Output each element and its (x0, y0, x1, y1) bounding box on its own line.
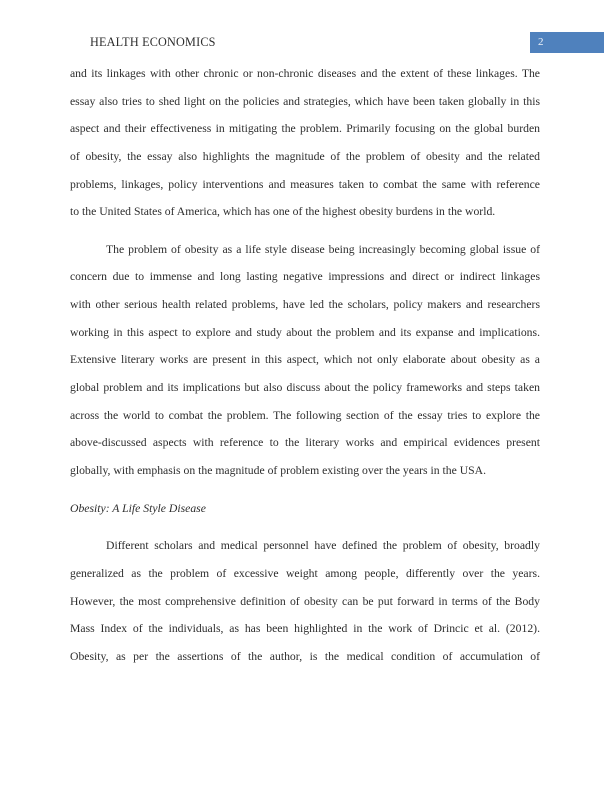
text-line: essay also tries to shed light on the policies and strategies, which have been taken globally in this (70, 94, 540, 108)
text-line: across the world to combat the problem. The following section of the essay tries to explore the (70, 408, 540, 422)
section-heading-obesity-lifestyle-disease: Obesity: A Life Style Disease (70, 501, 206, 515)
text-line: of obesity, the essay also highlights the magnitude of the problem of obesity and the related (70, 149, 540, 163)
text-line: and its linkages with other chronic or non-chronic diseases and the extent of these linkages. The (70, 67, 540, 80)
paragraph-obesity-global-issue (70, 236, 540, 485)
page-number: 2 (538, 36, 544, 48)
text-line: to the United States of America, which has one of the highest obesity burdens in the world. (70, 205, 496, 219)
text-line: Extensive literary works are present in this aspect, which not only elaborate about obesity as a (70, 353, 540, 367)
text-line: However, the most comprehensive definition of obesity can be put forward in terms of the Body (70, 594, 540, 608)
text-line: problems, linkages, policy interventions and measures taken to combat the same with reference (70, 177, 540, 191)
text-line: above-discussed aspects with reference to the literary works and empirical evidences present (70, 436, 540, 450)
paragraph-definitions-of-obesity (70, 532, 540, 670)
document-body (70, 60, 540, 680)
text-line: concern due to immense and long lasting negative impressions and direct or indirect linkages (70, 270, 540, 284)
text-line: Mass Index of the individuals, as has been highlighted in the work of Drincic et al. (2012). (70, 622, 540, 636)
text-line: global problem and its implications but also discuss about the policy frameworks and steps taken (70, 381, 540, 395)
page-header (0, 0, 612, 56)
text-line: globally, with emphasis on the magnitude of problem existing over the years in the USA. (70, 463, 487, 477)
running-head-title: HEALTH ECONOMICS (90, 35, 216, 49)
paragraph-intro-continuation (70, 60, 540, 226)
page-number-badge (530, 32, 604, 53)
text-line: Obesity, as per the assertions of the author, is the medical condition of accumulation of (70, 649, 540, 663)
text-line: generalized as the problem of excessive weight among people, differently over the years. (70, 566, 540, 580)
text-line: working in this aspect to explore and study about the problem and its expanse and implications. (70, 325, 540, 339)
text-line: Different scholars and medical personnel have defined the problem of obesity, broadly (106, 539, 540, 553)
text-line: with other serious health related problems, have led the scholars, policy makers and researchers (70, 298, 540, 312)
text-line: aspect and their effectiveness in mitigating the problem. Primarily focusing on the global burden (70, 122, 540, 136)
text-line: The problem of obesity as a life style disease being increasingly becoming global issue of (106, 242, 540, 256)
